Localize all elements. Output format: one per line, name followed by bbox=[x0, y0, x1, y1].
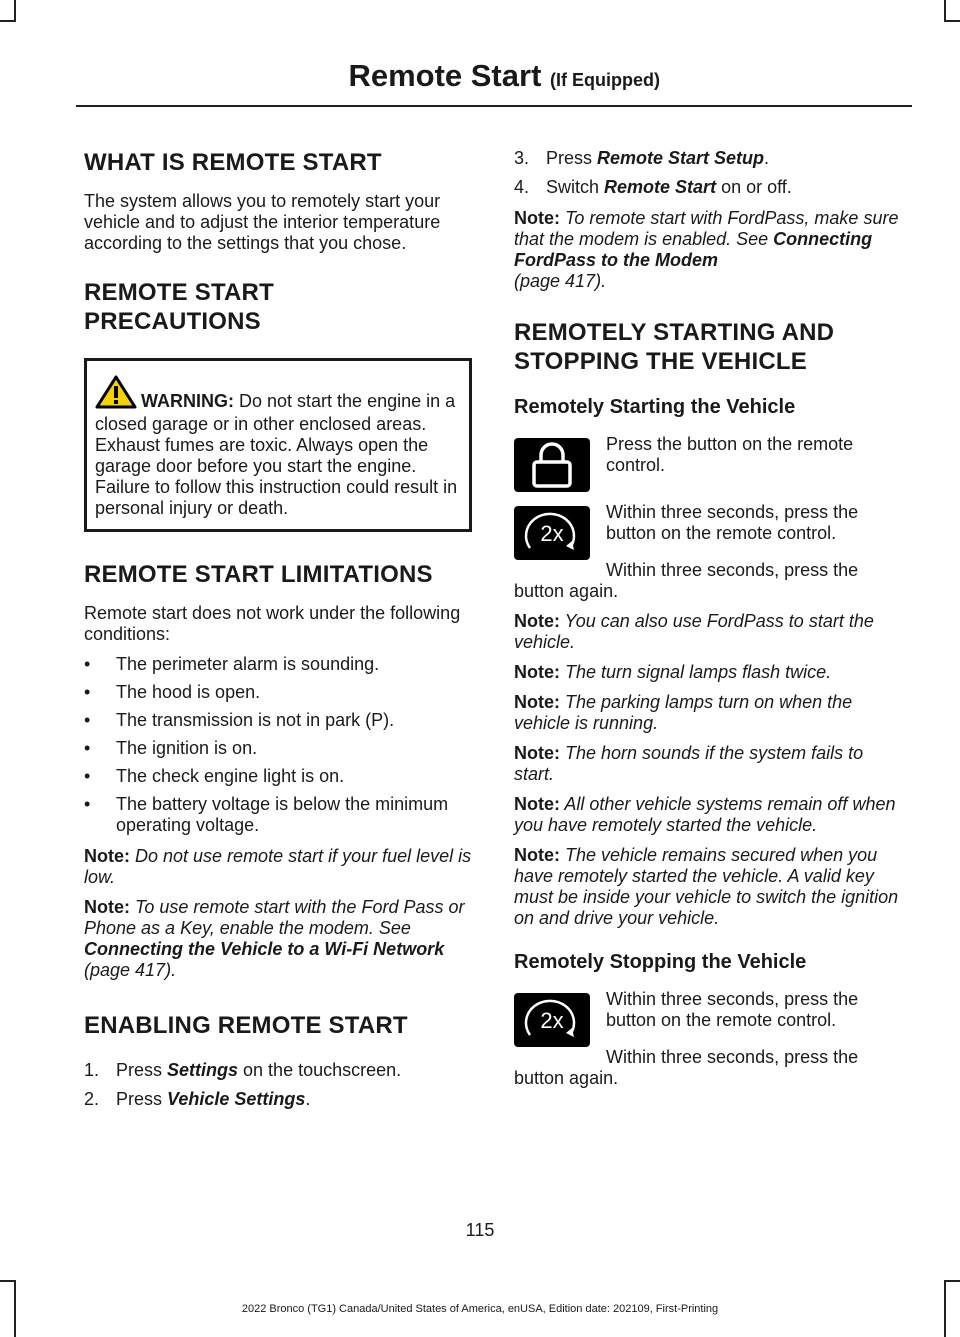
lock-button-icon bbox=[514, 438, 590, 492]
section-heading-limitations: REMOTE START LIMITATIONS bbox=[84, 561, 433, 588]
instruction-2x bbox=[514, 502, 906, 560]
note-text: To remote start with FordPass, make sure that the modem is enabled. See bbox=[514, 208, 899, 249]
step-text: on or off. bbox=[716, 177, 792, 197]
limitations-list bbox=[84, 654, 472, 836]
warning-triangle-icon bbox=[95, 375, 137, 414]
stop-again-text: Within three seconds, press the button again. bbox=[514, 1047, 859, 1088]
note-label: Note: bbox=[514, 662, 560, 682]
remote-stop-2x-icon bbox=[514, 993, 590, 1047]
note-label: Note: bbox=[514, 845, 560, 865]
page-header-title bbox=[348, 58, 660, 94]
section-heading-precautions-2: PRECAUTIONS bbox=[84, 308, 261, 335]
note-text: The parking lamps turn on when the vehicle is running. bbox=[514, 692, 853, 733]
step-text: . bbox=[764, 148, 770, 168]
crop-mark bbox=[944, 20, 960, 22]
step-item bbox=[84, 1089, 472, 1110]
lock-instruction-text: Press the button on the remote control. bbox=[606, 434, 854, 475]
note-text: The vehicle remains secured when you have remotely started the vehicle. A valid key must be inside your vehicle to switch the ignition on and drive your vehicle. bbox=[514, 845, 899, 928]
note-label: Note: bbox=[84, 897, 130, 917]
step-ui-term: Remote Start Setup bbox=[597, 148, 765, 168]
note-label: Note: bbox=[514, 208, 560, 228]
step-text: Switch bbox=[546, 177, 605, 197]
note-fordpass-modem bbox=[514, 208, 906, 292]
note-text: You can also use FordPass to start the vehicle. bbox=[514, 611, 874, 652]
stop-again-instruction-text bbox=[514, 1047, 906, 1089]
crop-mark bbox=[0, 20, 16, 22]
step-item bbox=[514, 177, 906, 198]
cross-reference-link[interactable]: Connecting the Vehicle to a Wi-Fi Network bbox=[84, 939, 445, 959]
cross-reference-link[interactable]: Connecting FordPass to the Modem bbox=[514, 229, 873, 270]
note-text: To use remote start with the Ford Pass or Phone as a Key, enable the modem. See bbox=[84, 897, 465, 938]
again-instruction-text bbox=[514, 560, 906, 602]
warning-label: WARNING: bbox=[141, 391, 234, 411]
crop-mark bbox=[14, 0, 16, 22]
note-label: Note: bbox=[84, 846, 130, 866]
note-modem bbox=[84, 897, 472, 981]
section-heading-precautions-1: REMOTE START bbox=[84, 279, 274, 306]
page-reference: (page 417). bbox=[84, 960, 177, 980]
crop-mark bbox=[0, 1280, 16, 1282]
warning-box bbox=[84, 358, 472, 532]
enabling-steps bbox=[84, 1060, 472, 1110]
section-heading-what-is: WHAT IS REMOTE START bbox=[84, 149, 382, 176]
note-text: All other vehicle systems remain off when you have remotely started the vehicle. bbox=[514, 794, 896, 835]
again-text: Within three seconds, press the button again. bbox=[514, 560, 859, 601]
enabling-steps-continued bbox=[514, 148, 906, 198]
list-item: • The transmission is not in park (P). bbox=[84, 710, 472, 731]
note-item bbox=[514, 743, 906, 785]
note-text: The turn signal lamps flash twice. bbox=[560, 662, 832, 682]
note-label: Note: bbox=[514, 692, 560, 712]
step-item bbox=[84, 1060, 472, 1081]
section-heading-enabling: ENABLING REMOTE START bbox=[84, 1012, 408, 1039]
crop-mark bbox=[944, 1280, 960, 1282]
section-heading-remote-1: REMOTELY STARTING AND bbox=[514, 319, 835, 346]
warning-text: Do not start the engine in a closed garage or in other enclosed areas. Exhaust fumes are toxic. Always open the garage door before you start the engine. Failure to follow this instruction could result in personal injury or death. bbox=[95, 391, 458, 518]
note-label: Note: bbox=[514, 794, 560, 814]
step-number: 3. bbox=[514, 148, 530, 168]
list-item: • The check engine light is on. bbox=[84, 766, 472, 787]
step-number: 4. bbox=[514, 177, 530, 197]
header-title-sub: (If Equipped) bbox=[550, 70, 660, 90]
note-fuel bbox=[84, 846, 472, 888]
step-text: Press bbox=[116, 1089, 168, 1109]
note-text: Do not use remote start if your fuel level is low. bbox=[84, 846, 472, 887]
note-item bbox=[514, 611, 906, 653]
header-title-main: Remote Start bbox=[348, 58, 542, 93]
step-ui-term: Settings bbox=[167, 1060, 239, 1080]
remote-start-2x-icon bbox=[514, 506, 590, 560]
note-item bbox=[514, 662, 906, 683]
note-label: Note: bbox=[514, 611, 560, 631]
step-text: on the touchscreen. bbox=[238, 1060, 402, 1080]
header-divider bbox=[76, 105, 912, 107]
instruction-lock bbox=[514, 434, 906, 492]
twox-label: 2x bbox=[540, 521, 564, 546]
step-text: Press bbox=[546, 148, 598, 168]
what-is-paragraph: The system allows you to remotely start your vehicle and to adjust the interior temperature according to the settings that you chose. bbox=[84, 191, 441, 253]
step-ui-term: Vehicle Settings bbox=[167, 1089, 306, 1109]
step-text: Press bbox=[116, 1060, 168, 1080]
subheading-starting: Remotely Starting the Vehicle bbox=[514, 396, 796, 418]
list-item: • The perimeter alarm is sounding. bbox=[84, 654, 472, 675]
list-item: • The battery voltage is below the minimum operating voltage. bbox=[84, 794, 472, 836]
limitations-intro: Remote start does not work under the following conditions: bbox=[84, 603, 461, 644]
left-column bbox=[84, 148, 472, 1120]
page-reference: (page 417). bbox=[514, 271, 607, 291]
note-item bbox=[514, 794, 906, 836]
section-heading-remote-2: STOPPING THE VEHICLE bbox=[514, 348, 807, 375]
step-text: . bbox=[305, 1089, 311, 1109]
edition-line: 2022 Bronco (TG1) Canada/United States of America, enUSA, Edition date: 202109, First-Printing bbox=[241, 1303, 719, 1315]
crop-mark bbox=[944, 0, 946, 22]
note-label: Note: bbox=[514, 743, 560, 763]
step-item bbox=[514, 148, 906, 169]
step-number: 1. bbox=[84, 1060, 100, 1080]
subheading-stopping: Remotely Stopping the Vehicle bbox=[514, 951, 807, 973]
twox-instruction-text: Within three seconds, press the button on the remote control. bbox=[606, 502, 859, 543]
note-item bbox=[514, 692, 906, 734]
list-item: • The ignition is on. bbox=[84, 738, 472, 759]
stop-twox-instruction-text: Within three seconds, press the button on the remote control. bbox=[606, 989, 859, 1030]
note-item bbox=[514, 845, 906, 929]
right-column bbox=[514, 148, 906, 1098]
twox-label: 2x bbox=[540, 1008, 564, 1033]
step-ui-term: Remote Start bbox=[604, 177, 717, 197]
instruction-stop-2x bbox=[514, 989, 906, 1047]
list-item: • The hood is open. bbox=[84, 682, 472, 703]
note-text: The horn sounds if the system fails to start. bbox=[514, 743, 864, 784]
step-number: 2. bbox=[84, 1089, 100, 1109]
page-number: 115 bbox=[465, 1220, 495, 1240]
